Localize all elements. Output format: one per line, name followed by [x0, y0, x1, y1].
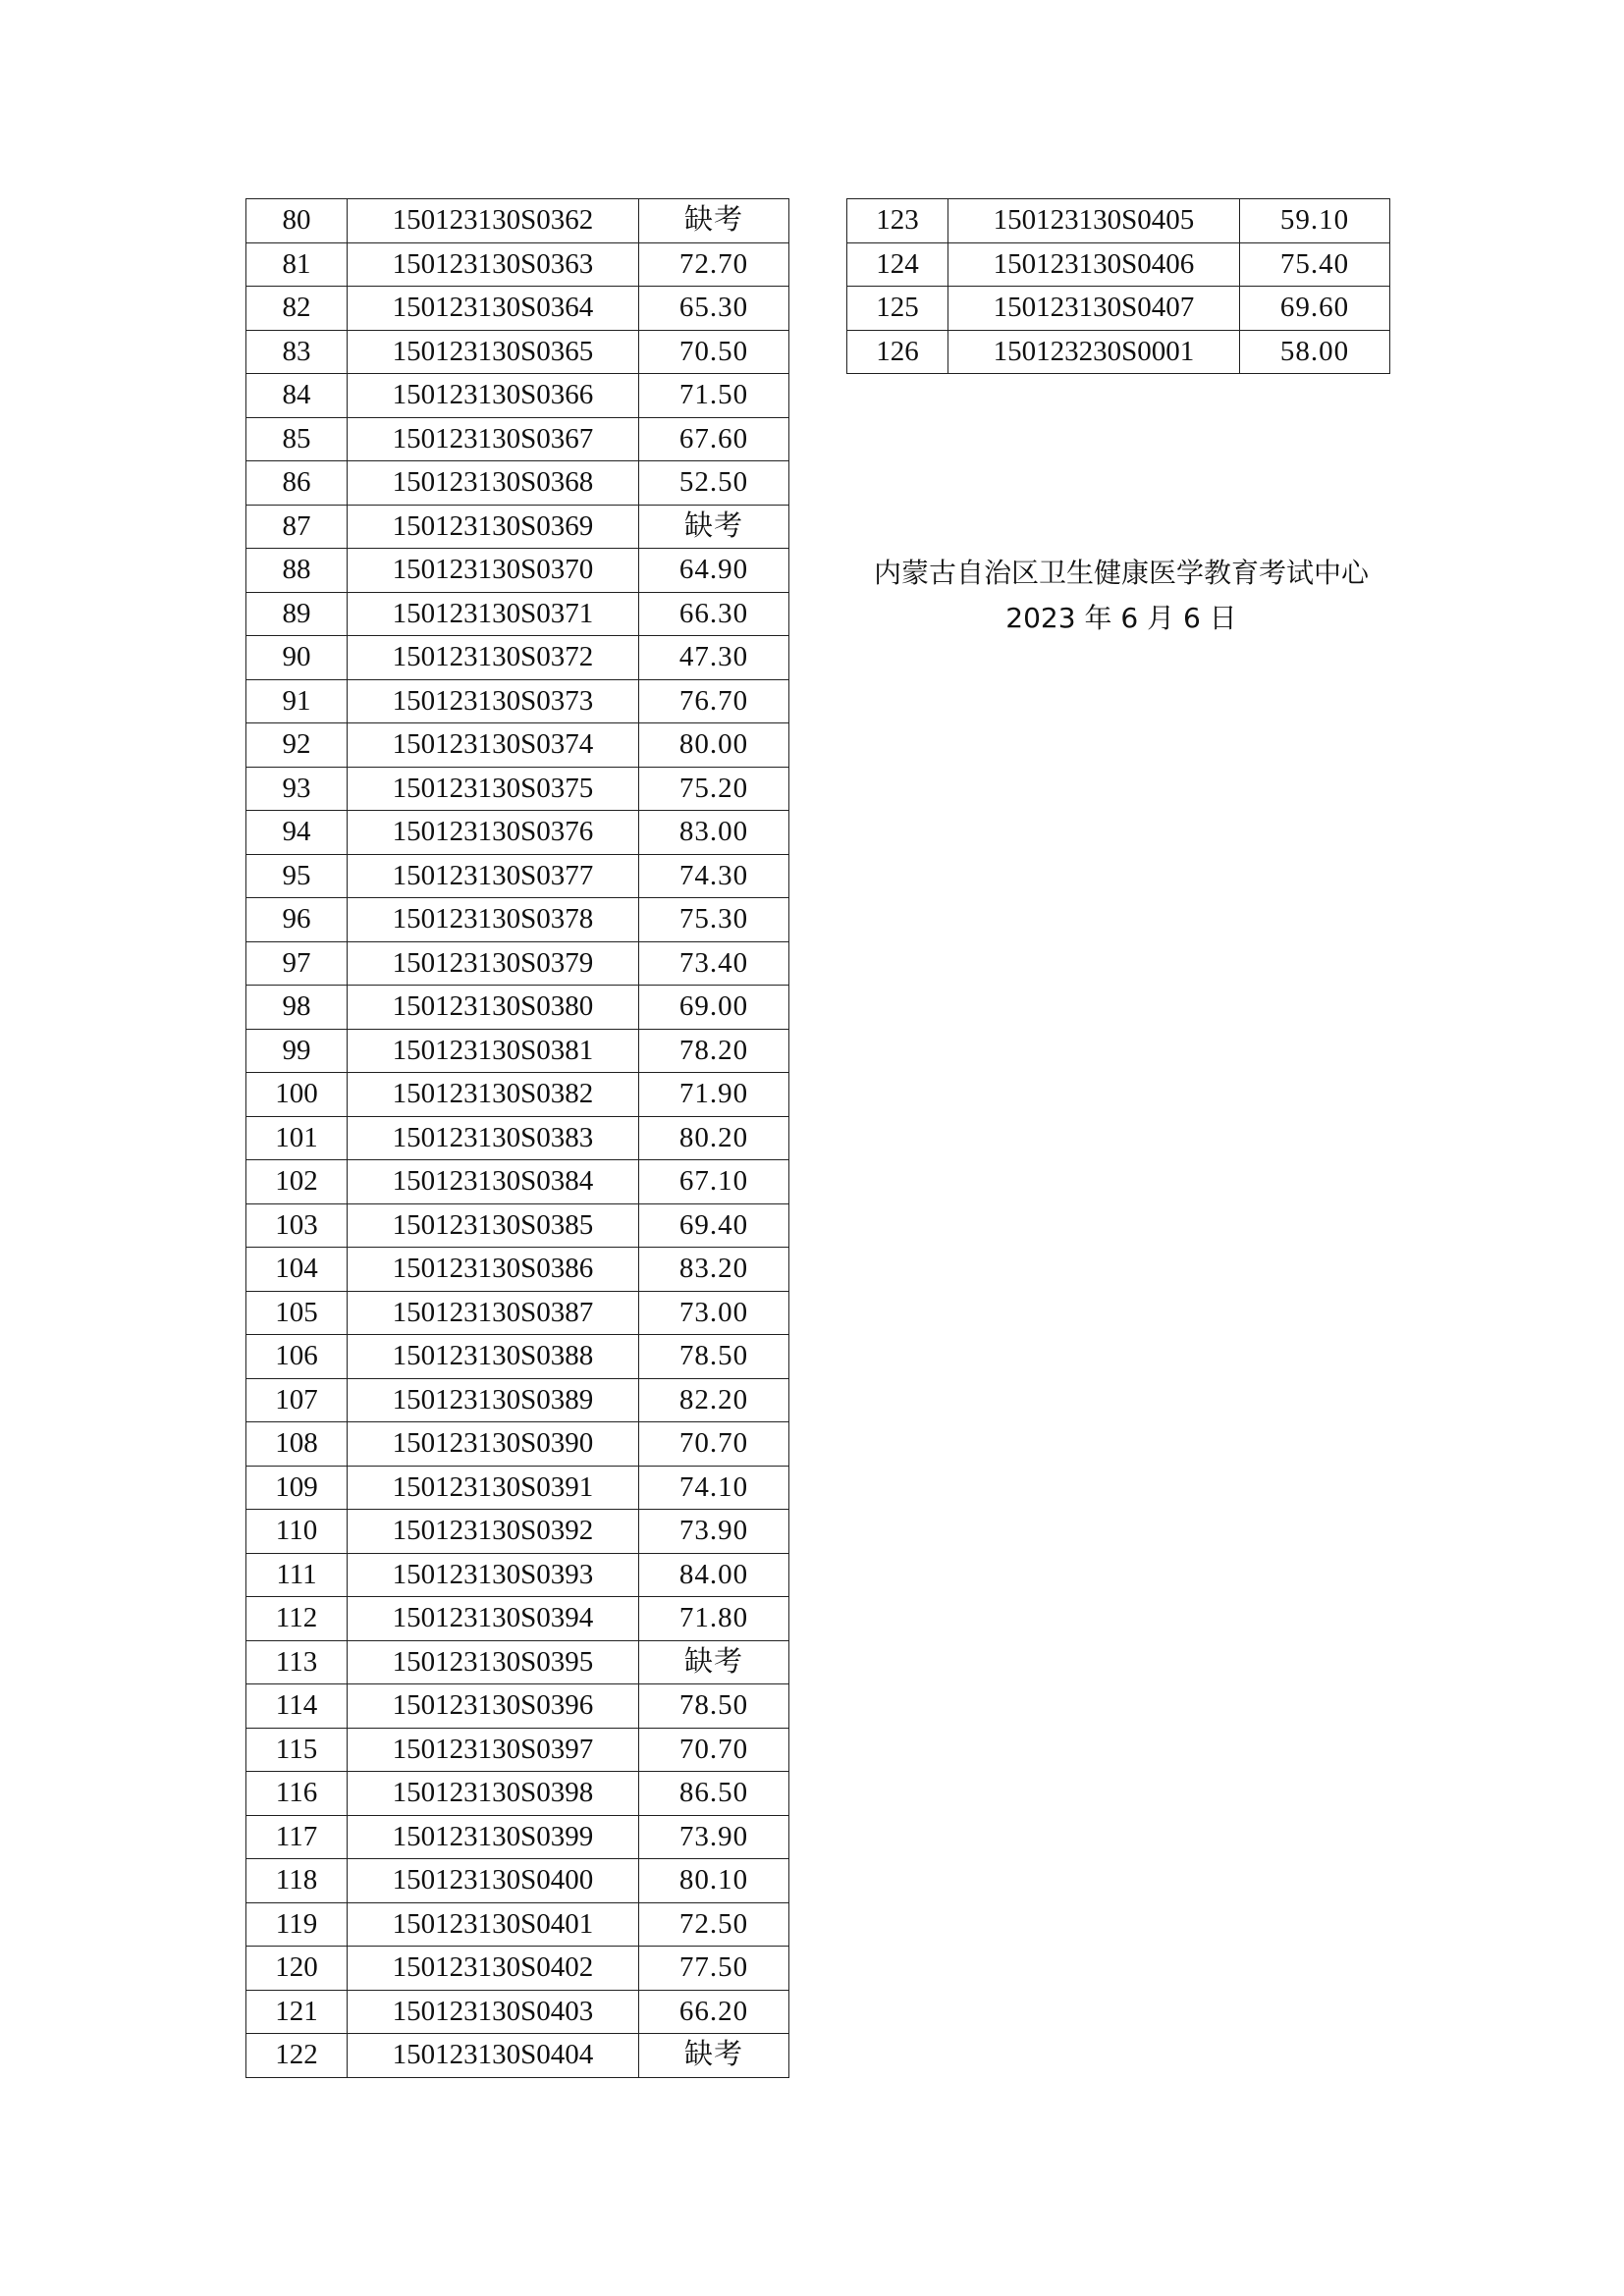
table-row: [847, 242, 1390, 287]
exam-id-cell: 150123130S0377: [348, 854, 639, 898]
exam-id-cell: 150123130S0371: [348, 592, 639, 636]
table-row: [246, 811, 789, 855]
score-cell: 64.90: [639, 549, 789, 593]
table-row: [246, 1248, 789, 1292]
row-number-cell: 87: [246, 505, 348, 549]
exam-id-cell: 150123130S0370: [348, 549, 639, 593]
table-row: [246, 1335, 789, 1379]
exam-id-cell: 150123130S0391: [348, 1466, 639, 1510]
table-row: [246, 417, 789, 461]
score-cell: 84.00: [639, 1553, 789, 1597]
table-row: [246, 1728, 789, 1772]
table-row: [246, 1160, 789, 1204]
row-number-cell: 94: [246, 811, 348, 855]
row-number-cell: 86: [246, 461, 348, 506]
table-row: [246, 1902, 789, 1947]
exam-id-cell: 150123130S0385: [348, 1203, 639, 1248]
row-number-cell: 125: [847, 287, 948, 331]
table-row: [246, 1772, 789, 1816]
score-cell: 72.70: [639, 242, 789, 287]
score-table-left: [245, 198, 789, 2078]
exam-id-cell: 150123130S0374: [348, 723, 639, 768]
score-cell: 74.30: [639, 854, 789, 898]
row-number-cell: 116: [246, 1772, 348, 1816]
issue-date: 2023 年 6 月 6 日: [1005, 602, 1237, 634]
score-cell: 52.50: [639, 461, 789, 506]
row-number-cell: 122: [246, 2034, 348, 2078]
row-number-cell: 121: [246, 1990, 348, 2034]
row-number-cell: 118: [246, 1859, 348, 1903]
table-row: [246, 1422, 789, 1467]
table-row: [246, 1859, 789, 1903]
score-cell: 58.00: [1240, 330, 1390, 374]
row-number-cell: 99: [246, 1029, 348, 1073]
table-row: [246, 592, 789, 636]
exam-id-cell: 150123130S0365: [348, 330, 639, 374]
table-row: [246, 1815, 789, 1859]
row-number-cell: 120: [246, 1947, 348, 1991]
exam-id-cell: 150123130S0373: [348, 679, 639, 723]
exam-id-cell: 150123130S0376: [348, 811, 639, 855]
row-number-cell: 80: [246, 199, 348, 243]
row-number-cell: 101: [246, 1116, 348, 1160]
row-number-cell: 95: [246, 854, 348, 898]
score-cell: 78.50: [639, 1684, 789, 1729]
score-cell: 66.30: [639, 592, 789, 636]
row-number-cell: 103: [246, 1203, 348, 1248]
row-number-cell: 102: [246, 1160, 348, 1204]
row-number-cell: 109: [246, 1466, 348, 1510]
score-cell: 78.20: [639, 1029, 789, 1073]
exam-id-cell: 150123130S0363: [348, 242, 639, 287]
score-cell: 86.50: [639, 1772, 789, 1816]
score-cell: 70.70: [639, 1422, 789, 1467]
table-row: [246, 636, 789, 680]
row-number-cell: 105: [246, 1291, 348, 1335]
table-row: [246, 505, 789, 549]
exam-id-cell: 150123130S0393: [348, 1553, 639, 1597]
row-number-cell: 119: [246, 1902, 348, 1947]
table-row: [246, 854, 789, 898]
table-row: [246, 941, 789, 986]
score-cell: 73.90: [639, 1815, 789, 1859]
exam-id-cell: 150123130S0394: [348, 1597, 639, 1641]
row-number-cell: 82: [246, 287, 348, 331]
score-cell: 71.90: [639, 1073, 789, 1117]
exam-id-cell: 150123130S0397: [348, 1728, 639, 1772]
exam-id-cell: 150123130S0382: [348, 1073, 639, 1117]
exam-id-cell: 150123130S0388: [348, 1335, 639, 1379]
row-number-cell: 107: [246, 1378, 348, 1422]
exam-id-cell: 150123130S0389: [348, 1378, 639, 1422]
table-row: [246, 1378, 789, 1422]
exam-id-cell: 150123130S0362: [348, 199, 639, 243]
exam-id-cell: 150123130S0366: [348, 374, 639, 418]
table-row: [246, 287, 789, 331]
score-cell: 69.00: [639, 986, 789, 1030]
row-number-cell: 115: [246, 1728, 348, 1772]
exam-id-cell: 150123130S0369: [348, 505, 639, 549]
score-cell: 47.30: [639, 636, 789, 680]
row-number-cell: 85: [246, 417, 348, 461]
exam-id-cell: 150123130S0364: [348, 287, 639, 331]
exam-id-cell: 150123130S0400: [348, 1859, 639, 1903]
issuing-organization: 内蒙古自治区卫生健康医学教育考试中心: [873, 557, 1369, 589]
score-cell: 75.40: [1240, 242, 1390, 287]
table-row: [246, 986, 789, 1030]
score-cell: 缺考: [639, 1640, 789, 1684]
exam-id-cell: 150123130S0403: [348, 1990, 639, 2034]
score-cell: 75.30: [639, 898, 789, 942]
row-number-cell: 83: [246, 330, 348, 374]
score-cell: 80.20: [639, 1116, 789, 1160]
exam-id-cell: 150123130S0380: [348, 986, 639, 1030]
table-row: [246, 199, 789, 243]
exam-id-cell: 150123130S0378: [348, 898, 639, 942]
score-table-left-body: [246, 199, 789, 2078]
score-cell: 67.60: [639, 417, 789, 461]
table-row: [246, 1597, 789, 1641]
row-number-cell: 110: [246, 1510, 348, 1554]
row-number-cell: 126: [847, 330, 948, 374]
exam-id-cell: 150123130S0402: [348, 1947, 639, 1991]
row-number-cell: 90: [246, 636, 348, 680]
row-number-cell: 104: [246, 1248, 348, 1292]
row-number-cell: 97: [246, 941, 348, 986]
exam-id-cell: 150123130S0404: [348, 2034, 639, 2078]
table-row: [246, 898, 789, 942]
exam-id-cell: 150123130S0407: [948, 287, 1240, 331]
table-row: [246, 679, 789, 723]
score-cell: 74.10: [639, 1466, 789, 1510]
score-cell: 59.10: [1240, 199, 1390, 243]
exam-id-cell: 150123130S0367: [348, 417, 639, 461]
table-row: [246, 1466, 789, 1510]
score-cell: 71.80: [639, 1597, 789, 1641]
score-cell: 65.30: [639, 287, 789, 331]
table-row: [246, 1947, 789, 1991]
exam-id-cell: 150123130S0384: [348, 1160, 639, 1204]
row-number-cell: 123: [847, 199, 948, 243]
score-cell: 69.40: [639, 1203, 789, 1248]
score-cell: 71.50: [639, 374, 789, 418]
table-row: [246, 1684, 789, 1729]
table-row: [847, 287, 1390, 331]
score-cell: 72.50: [639, 1902, 789, 1947]
score-cell: 70.70: [639, 1728, 789, 1772]
row-number-cell: 89: [246, 592, 348, 636]
exam-id-cell: 150123130S0372: [348, 636, 639, 680]
exam-id-cell: 150123130S0368: [348, 461, 639, 506]
table-row: [246, 767, 789, 811]
row-number-cell: 112: [246, 1597, 348, 1641]
exam-id-cell: 150123130S0386: [348, 1248, 639, 1292]
exam-id-cell: 150123130S0399: [348, 1815, 639, 1859]
score-cell: 66.20: [639, 1990, 789, 2034]
score-cell: 76.70: [639, 679, 789, 723]
row-number-cell: 124: [847, 242, 948, 287]
row-number-cell: 93: [246, 767, 348, 811]
row-number-cell: 96: [246, 898, 348, 942]
table-row: [246, 2034, 789, 2078]
exam-id-cell: 150123230S0001: [948, 330, 1240, 374]
score-cell: 73.40: [639, 941, 789, 986]
row-number-cell: 91: [246, 679, 348, 723]
score-cell: 67.10: [639, 1160, 789, 1204]
table-row: [246, 723, 789, 768]
score-cell: 73.90: [639, 1510, 789, 1554]
exam-id-cell: 150123130S0398: [348, 1772, 639, 1816]
exam-id-cell: 150123130S0401: [348, 1902, 639, 1947]
score-cell: 73.00: [639, 1291, 789, 1335]
table-row: [246, 374, 789, 418]
score-cell: 80.10: [639, 1859, 789, 1903]
table-row: [246, 1203, 789, 1248]
table-row: [847, 199, 1390, 243]
score-cell: 75.20: [639, 767, 789, 811]
score-cell: 缺考: [639, 199, 789, 243]
row-number-cell: 106: [246, 1335, 348, 1379]
exam-id-cell: 150123130S0387: [348, 1291, 639, 1335]
score-cell: 缺考: [639, 505, 789, 549]
table-row: [246, 1073, 789, 1117]
row-number-cell: 81: [246, 242, 348, 287]
exam-id-cell: 150123130S0406: [948, 242, 1240, 287]
row-number-cell: 113: [246, 1640, 348, 1684]
row-number-cell: 114: [246, 1684, 348, 1729]
table-row: [246, 242, 789, 287]
table-row: [847, 330, 1390, 374]
score-cell: 70.50: [639, 330, 789, 374]
table-row: [246, 1990, 789, 2034]
exam-id-cell: 150123130S0381: [348, 1029, 639, 1073]
exam-id-cell: 150123130S0396: [348, 1684, 639, 1729]
exam-id-cell: 150123130S0392: [348, 1510, 639, 1554]
row-number-cell: 98: [246, 986, 348, 1030]
score-cell: 83.20: [639, 1248, 789, 1292]
score-cell: 83.00: [639, 811, 789, 855]
row-number-cell: 92: [246, 723, 348, 768]
row-number-cell: 111: [246, 1553, 348, 1597]
exam-id-cell: 150123130S0375: [348, 767, 639, 811]
exam-id-cell: 150123130S0405: [948, 199, 1240, 243]
table-row: [246, 1640, 789, 1684]
table-row: [246, 1291, 789, 1335]
table-row: [246, 330, 789, 374]
table-row: [246, 1553, 789, 1597]
score-cell: 77.50: [639, 1947, 789, 1991]
score-table-right-body: [847, 199, 1390, 374]
row-number-cell: 117: [246, 1815, 348, 1859]
score-cell: 69.60: [1240, 287, 1390, 331]
table-row: [246, 1510, 789, 1554]
score-cell: 78.50: [639, 1335, 789, 1379]
row-number-cell: 88: [246, 549, 348, 593]
table-row: [246, 461, 789, 506]
score-cell: 缺考: [639, 2034, 789, 2078]
table-row: [246, 1116, 789, 1160]
exam-id-cell: 150123130S0390: [348, 1422, 639, 1467]
exam-id-cell: 150123130S0395: [348, 1640, 639, 1684]
score-table-right: [846, 198, 1390, 374]
row-number-cell: 84: [246, 374, 348, 418]
row-number-cell: 100: [246, 1073, 348, 1117]
score-cell: 82.20: [639, 1378, 789, 1422]
table-row: [246, 549, 789, 593]
exam-id-cell: 150123130S0379: [348, 941, 639, 986]
row-number-cell: 108: [246, 1422, 348, 1467]
score-cell: 80.00: [639, 723, 789, 768]
table-row: [246, 1029, 789, 1073]
exam-id-cell: 150123130S0383: [348, 1116, 639, 1160]
